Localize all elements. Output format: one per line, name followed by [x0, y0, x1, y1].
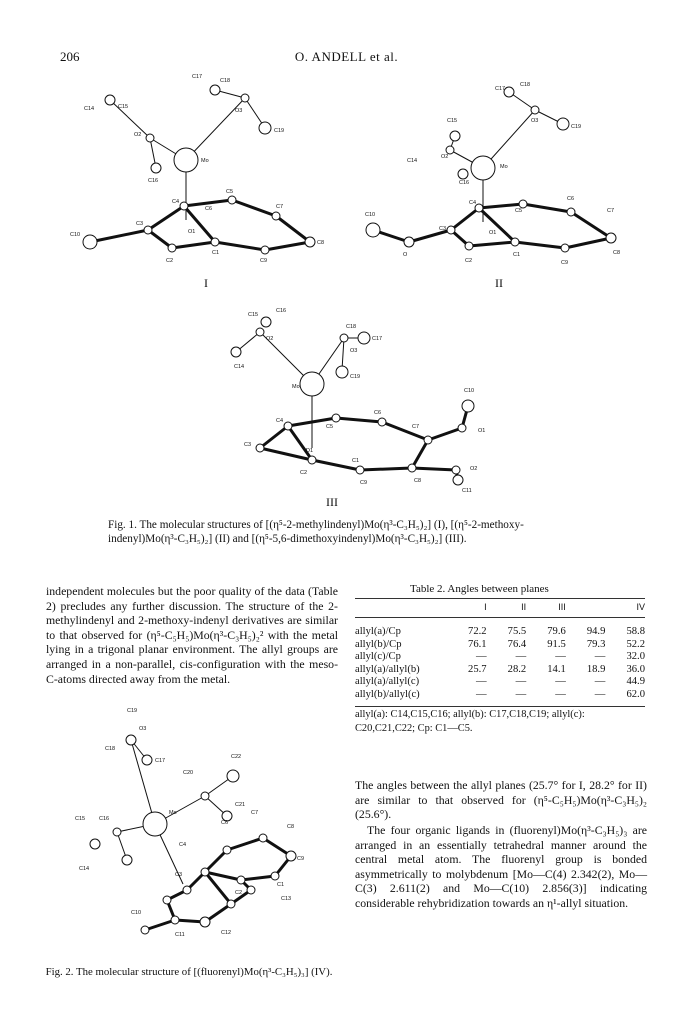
table-2-note: allyl(a): C14,C15,C16; allyl(b): C17,C18,C19; allyl(c): C20,C21,C22; Cp: C1—C5. — [355, 709, 585, 734]
atom-label: C17 — [495, 86, 506, 92]
atom-label: C17 — [155, 758, 166, 764]
atom-label: O — [403, 252, 408, 258]
atom-label: C2 — [465, 258, 473, 264]
atom-label: C6 — [567, 196, 575, 202]
atom-label: C2 — [235, 890, 243, 896]
col-header: II — [487, 599, 527, 618]
atom-label: C19 — [571, 124, 582, 130]
col-header — [566, 599, 606, 618]
atom-label: C20 — [183, 770, 194, 776]
atom-label: C10 — [464, 388, 475, 394]
atom-label: O3 — [531, 118, 539, 124]
atom-label: O2 — [470, 466, 478, 472]
atom-label: C15 — [447, 118, 458, 124]
atom-label: C9 — [360, 480, 368, 486]
atom-label: C1 — [212, 250, 220, 256]
structure-I — [60, 70, 360, 295]
figure-2-structure-IV — [55, 700, 335, 962]
atom-label: C8 — [613, 250, 621, 256]
atom-label: C2 — [166, 258, 174, 264]
atom-label: C10 — [131, 910, 142, 916]
atom-label: C7 — [607, 208, 615, 214]
atom-label: C19 — [350, 374, 361, 380]
atom-label: C16 — [276, 308, 287, 314]
atom-label: C6 — [374, 410, 382, 416]
atom-label: C5 — [515, 208, 523, 214]
table-row: allyl(c)/Cp — — — — 32.0 — [355, 651, 645, 663]
atom-label: O3 — [235, 108, 243, 114]
atom-label: C9 — [297, 856, 305, 862]
atom-label: O2 — [266, 336, 274, 342]
atom-label: O2 — [134, 132, 142, 138]
table-row: allyl(a)/allyl(b) 25.7 28.2 14.1 18.9 36.0 — [355, 663, 645, 675]
atom-label: C14 — [79, 866, 90, 872]
right-paragraph-2: The four organic ligands in (fluorenyl)Mo(η³-C₃H₅)₃ are arranged in an essentially tetrahedral manner around the central metal atom. The fluorenyl group is bonded asymmetrically to molybdenum [Mo—C(4) 2.342(2), Mo—C(3) 2.611(2) and Mo—C(10) 2.856(3)] indicating considerable rehybridization towards an η¹-allyl situation. — [355, 823, 647, 910]
atom-label: D1 — [306, 448, 314, 454]
atom-label: C7 — [251, 810, 259, 816]
page-number: 206 — [60, 49, 80, 64]
atom-label: C6 — [221, 820, 229, 826]
atom-label: C15 — [75, 816, 86, 822]
atom-label: C5 — [326, 424, 334, 430]
atom-label: O1 — [188, 229, 196, 235]
atom-label: C8 — [287, 824, 295, 830]
atom-label: C4 — [179, 842, 187, 848]
atom-label: C1 — [352, 458, 360, 464]
atom-label: C3 — [439, 226, 447, 232]
atom-label: O1 — [489, 230, 497, 236]
table-2-title: Table 2. Angles between planes — [410, 583, 549, 595]
atom-label: C1 — [277, 882, 285, 888]
atom-label: C21 — [235, 802, 246, 808]
atom-label: O2 — [441, 154, 449, 160]
atom-label: C6 — [205, 206, 213, 212]
atom-label: C18 — [105, 746, 116, 752]
atom-label: C9 — [561, 260, 569, 266]
atom-label: C14 — [407, 158, 418, 164]
atom-label: Mo — [292, 384, 300, 390]
running-header — [0, 49, 693, 69]
atom-label: C14 — [234, 364, 245, 370]
atom-label: C2 — [300, 470, 308, 476]
right-paragraph-1: The angles between the allyl planes (25.7° for I, 28.2° for II) are similar to that observed for (η⁵-C₅H₅)Mo(η³-C₃H₅)₂ (25.6°). — [355, 778, 647, 822]
col-header: III — [526, 599, 566, 618]
atom-label: C16 — [459, 180, 470, 186]
atom-label: C18 — [520, 82, 531, 88]
structure-number: II — [495, 276, 503, 290]
atom-label: O3 — [139, 726, 147, 732]
running-authors: O. ANDELL et al. — [294, 49, 399, 64]
atom-label: C22 — [231, 754, 242, 760]
atom-label: Mo — [201, 158, 209, 164]
atom-label: C3 — [244, 442, 252, 448]
atom-label: C9 — [260, 258, 268, 264]
atom-label: C4 — [276, 418, 284, 424]
angles-table — [355, 598, 645, 707]
atom-label: C17 — [192, 74, 203, 80]
atom-label: C8 — [414, 478, 422, 484]
atom-label: C19 — [274, 128, 285, 134]
atom-label: C13 — [281, 896, 292, 902]
atom-label: C19 — [127, 708, 138, 714]
atom-label: C16 — [148, 178, 159, 184]
atom-label: C16 — [99, 816, 110, 822]
atom-label: C12 — [221, 930, 232, 936]
atom-label: O3 — [350, 348, 358, 354]
atom-label: C5 — [226, 189, 234, 195]
atom-label: C4 — [469, 200, 477, 206]
figure-1-caption: Fig. 1. The molecular structures of [(η⁵-2-methylindenyl)Mo(η³-C₃H₅)₂] (I), [(η⁵-2-methoxy-indenyl)Mo(η³-C₃H₅)₂] (II) and [(η⁵-5,6-dimethoxyindenyl)Mo(η³-C₃H₅)₂] (III). — [108, 519, 524, 545]
col-header: I — [447, 599, 487, 618]
atom-label: C7 — [276, 204, 284, 210]
atom-label: C17 — [372, 336, 383, 342]
atom-label: C3 — [175, 872, 183, 878]
atom-label: C11 — [462, 488, 472, 494]
atom-label: C1 — [513, 252, 521, 258]
atom-label: C15 — [248, 312, 259, 318]
atom-label: Mo — [500, 164, 508, 170]
atom-label: C18 — [346, 324, 357, 330]
table-row: allyl(a)/Cp 72.2 75.5 79.6 94.9 58.8 — [355, 626, 645, 637]
atom-label: C4 — [172, 199, 180, 205]
structure-number: III — [326, 495, 338, 509]
table-row: allyl(a)/allyl(c) — — — — 44.9 — [355, 676, 645, 688]
atom-label: C10 — [70, 232, 81, 238]
atom-label: O1 — [478, 428, 486, 434]
figure-2-caption: Fig. 2. The molecular structure of [(fluorenyl)Mo(η³-C₃H₅)₃] (IV). — [45, 966, 333, 978]
atom-label: Mo — [169, 810, 177, 816]
atom-label: C11 — [175, 932, 185, 938]
atom-label: C18 — [220, 78, 231, 84]
table-row: allyl(b)/Cp 76.1 76.4 91.5 79.3 52.2 — [355, 638, 645, 650]
atom-label: C15 — [118, 104, 129, 110]
structure-number: I — [204, 276, 208, 290]
table-row: allyl(b)/allyl(c) — — — — 62.0 — [355, 689, 645, 706]
structure-II — [355, 70, 655, 295]
col-header: IV — [605, 599, 645, 618]
structure-III — [200, 300, 500, 512]
left-paragraph: independent molecules but the poor quality of the data (Table 2) precludes any further discussion. The structure of the 2-methylindenyl and 2-methoxy-indenyl derivatives are similar to that observed for (η⁵-C₅H₅)Mo(η³-C₃H₅)₂² with the metal lying in a trigonal planar environment. The allyl groups are arranged in a non-parallel, cis-configuration with the meso-C-atoms directed away from the metal. — [46, 584, 338, 686]
atom-label: C7 — [412, 424, 420, 430]
atom-label: C3 — [136, 221, 144, 227]
atom-label: C8 — [317, 240, 325, 246]
atom-label: C14 — [84, 106, 95, 112]
atom-label: C10 — [365, 212, 376, 218]
